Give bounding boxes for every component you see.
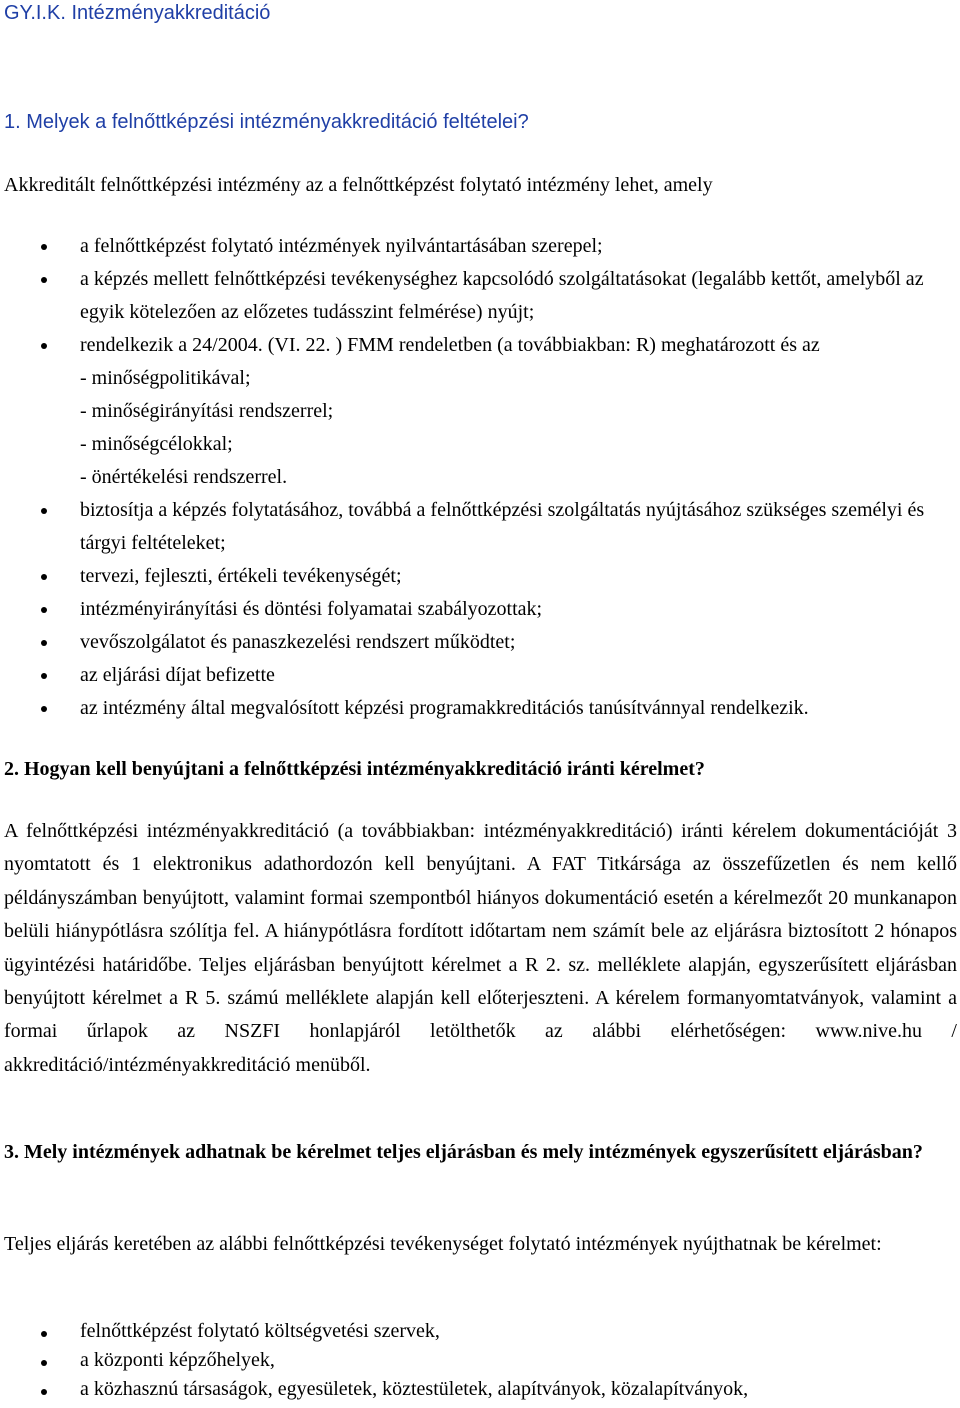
list-item (0, 1346, 950, 1375)
section-2-heading: 2. Hogyan kell benyújtani a felnőttképzési intézményakkreditáció iránti kérelmet? (4, 758, 705, 780)
document-title: GY.I.K. Intézményakkreditáció (4, 2, 271, 24)
list-item-text: rendelkezik a 24/2004. (VI. 22. ) FMM rendeletben (a továbbiakban: R) meghatározott és az (80, 334, 820, 356)
institutions-list (0, 1317, 950, 1404)
list-item-text: biztosítja a képzés folytatásához, továbbá a felnőttképzési szolgáltatás nyújtásához szükséges személyi és tárgyi feltételeket; (80, 499, 925, 554)
list-item-text: az intézmény által megvalósított képzési programakkreditációs tanúsítvánnyal rendelkezik. (80, 697, 809, 719)
requirements-list (0, 230, 950, 725)
list-item-text: a központi képzőhelyek, (80, 1349, 275, 1371)
section-3-heading: 3. Mely intézmények adhatnak be kérelmet teljes eljárásban és mely intézmények egyszerűsített eljárásban? (4, 1141, 923, 1163)
list-item-text: felnőttképzést folytató költségvetési szervek, (80, 1320, 440, 1342)
sub-item: - minőségcélokkal; (80, 433, 233, 455)
bullet-icon (41, 673, 47, 679)
bullet-icon (41, 244, 47, 250)
bullet-icon (41, 607, 47, 613)
list-item (0, 659, 950, 692)
bullet-icon (41, 640, 47, 646)
list-item (0, 1375, 950, 1404)
bullet-icon (41, 1360, 47, 1366)
list-item-text: vevőszolgálatot és panaszkezelési rendszert működtet; (80, 631, 516, 653)
list-item-text: a képzés mellett felnőttképzési tevékenységhez kapcsolódó szolgáltatásokat (legalább kettőt, amelyből az egyik kötelezően az előzetes tudásszint felmérése) nyújt; (80, 268, 924, 323)
bullet-icon (41, 508, 47, 514)
bullet-icon (41, 574, 47, 580)
section-1-intro: Akkreditált felnőttképzési intézmény az a felnőttképzést folytató intézmény lehet, amely (4, 174, 713, 196)
section-2-paragraph: A felnőttképzési intézményakkreditáció (a továbbiakban: intézményakkreditáció) iránti kérelem dokumentációját 3 nyomtatott és 1 elektronikus adathordozón kell benyújtani. A FAT Titkársága az összefűzetlen és nem kellő példányszámban benyújtott, valamint formai szempontból hiányos dokumentáció esetén a kérelmezőt 20 munkanapon belüli hiánypótlásra szólítja fel. A hiánypótlásra fordított időtartam nem számít bele az eljárásra biztosított 2 hónapos ügyintézési határidőbe. Teljes eljárásban benyújtott kérelmet a R 2. sz. melléklete alapján, egyszerűsített eljárásban benyújtott kérelmet a R 5. számú melléklete alapján kell előterjeszteni. A kérelem formanyomtatványok, valamint a formai űrlapok az NSZFI honlapjáról letölthetők az alábbi elérhetőségen: www.nive.hu / akkreditáció/intézményakkreditáció menüből. (4, 820, 957, 1076)
list-item (0, 626, 950, 659)
bullet-icon (41, 706, 47, 712)
bullet-icon (41, 1389, 47, 1395)
sub-item: - minőségirányítási rendszerrel; (80, 400, 334, 422)
list-item-text: a felnőttképzést folytató intézmények nyilvántartásában szerepel; (80, 235, 603, 257)
list-item (0, 692, 950, 725)
bullet-icon (41, 277, 47, 283)
list-item (0, 494, 950, 560)
list-item (0, 560, 950, 593)
bullet-icon (41, 1331, 47, 1337)
bullet-icon (41, 343, 47, 349)
list-item-text: tervezi, fejleszti, értékeli tevékenységét; (80, 565, 402, 587)
section-3-paragraph: Teljes eljárás keretében az alábbi felnőttképzési tevékenységet folytató intézmények nyújthatnak be kérelmet: (4, 1233, 882, 1255)
list-item-text: az eljárási díjat befizette (80, 664, 275, 686)
list-item (0, 263, 950, 329)
sub-item: - minőségpolitikával; (80, 367, 251, 389)
list-item (0, 329, 950, 494)
list-item (0, 1317, 950, 1346)
list-item (0, 230, 950, 263)
list-item-text: a közhasznú társaságok, egyesületek, köztestületek, alapítványok, közalapítványok, (80, 1378, 749, 1400)
list-item-text: intézményirányítási és döntési folyamatai szabályozottak; (80, 598, 543, 620)
section-1-heading: 1. Melyek a felnőttképzési intézményakkreditáció feltételei? (4, 111, 529, 133)
list-item (0, 593, 950, 626)
sub-item: - önértékelési rendszerrel. (80, 466, 288, 488)
